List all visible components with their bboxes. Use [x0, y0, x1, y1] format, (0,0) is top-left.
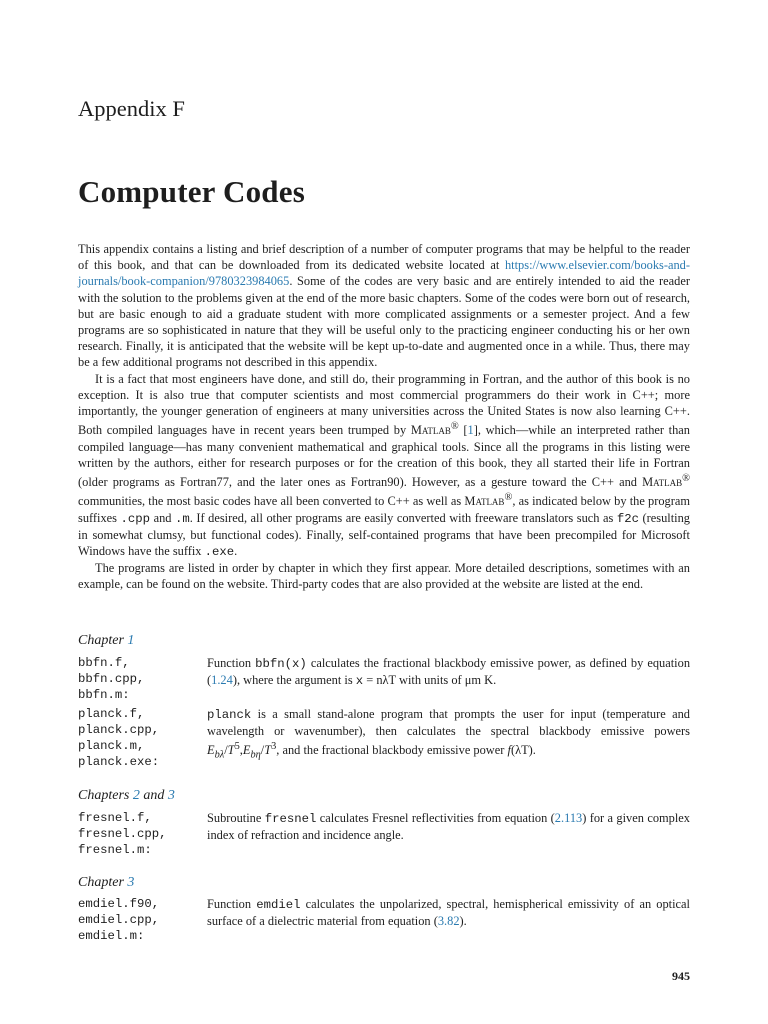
file-name: emdiel.cpp,: [78, 913, 160, 927]
file-name: planck.cpp,: [78, 723, 160, 737]
equation-link[interactable]: 3.82: [437, 914, 460, 928]
chapter-link[interactable]: 3: [167, 788, 175, 803]
file-name: fresnel.f,: [78, 811, 152, 825]
code-entry-planck: [78, 706, 690, 770]
code-description: Function emdiel calculates the unpolarized, spectral, hemispherical emissivity of an optical surface of a dielectric material from equation (3.82).: [207, 897, 690, 928]
code-description: Subroutine fresnel calculates Fresnel reflectivities from equation (2.113) for a given complex index of refraction and incidence angle.: [207, 811, 690, 842]
file-name: planck.m,: [78, 739, 145, 753]
chapter-link[interactable]: 1: [127, 633, 135, 648]
reference-link[interactable]: 1: [467, 423, 474, 438]
file-name: emdiel.m:: [78, 929, 145, 943]
code-description: planck is a small stand-alone program that prompts the user for input (temperature and wavelength or wavenumber), then calculates the spectral blackbody emissive powers $E_{b\lambda}/T^5,E_{b\eta}/T^3$, and the fractional blackbody emissive power f(λT).: [207, 707, 690, 761]
equation-link[interactable]: 2.113: [554, 811, 583, 825]
file-name: planck.f,: [78, 707, 145, 721]
file-name: bbfn.f,: [78, 656, 130, 670]
equation-link[interactable]: 1.24: [211, 673, 233, 687]
chapter-title: Computer Codes: [78, 174, 305, 209]
intro-paragraph-2: It is a fact that most engineers have done, and still do, their programming in Fortran, and the author of this book is no exception. It is also true that computer scientists and most commercial programmers do their work in C++; more importantly, the younger generation of engineers at many universities across the United States is now also learning C++. Both compiled languages have in recent years been trumped by Matlab® [1], which—while an interpreted rather than compiled language—has many convenient mathematical and graphical tools. Since all the programs in this listing were written by the authors, either for research purposes or for the creation of this book, they all started their life in Fortran (older programs as Fortran77, and the later ones as Fortran90). However, as a gesture toward the C++ and Matlab® communities, the most basic codes have all been converted to C++ as well as Matlab®, as indicated below by the program suffixes .cpp and .m. If desired, all other programs are easily converted with freeware translators such as f2c (resulting in somewhat clumsy, but functional codes). Finally, self-contained programs that have been precompiled for Microsoft Windows have the suffix .exe.: [78, 371, 691, 560]
file-name: fresnel.m:: [78, 843, 152, 857]
page-number: 945: [672, 969, 690, 983]
appendix-label: Appendix F: [78, 96, 185, 121]
file-list: [78, 810, 207, 858]
file-list: [78, 896, 207, 944]
code-description: Function bbfn(x) calculates the fractional blackbody emissive power, as defined by equation (1.24), where the argument is x = nλT with units of μm K.: [207, 656, 691, 688]
code-entry-fresnel: [78, 810, 690, 858]
file-name: emdiel.f90,: [78, 897, 160, 911]
section-heading-chapter-3: Chapter 3: [78, 875, 135, 890]
code-entry-emdiel: [78, 896, 690, 944]
file-list: [78, 655, 207, 703]
file-name: bbfn.m:: [78, 688, 130, 702]
file-name: planck.exe:: [78, 755, 160, 769]
section-heading-chapters-2-3: Chapters 2 and 3: [78, 788, 175, 803]
intro-text: [78, 241, 690, 593]
chapter-link[interactable]: 3: [127, 875, 135, 890]
file-name: bbfn.cpp,: [78, 672, 145, 686]
companion-website-link[interactable]: https://www.elsevier.com/books-and-journals/book-companion/9780323984065: [78, 258, 690, 289]
intro-paragraph-3: The programs are listed in order by chapter in which they first appear. More detailed descriptions, sometimes with an example, can be found on the website. Third-party codes that are also provided at the website are listed at the end.: [78, 561, 690, 592]
code-entry-bbfn: [78, 655, 690, 703]
file-list: [78, 706, 207, 770]
file-name: fresnel.cpp,: [78, 827, 167, 841]
intro-paragraph-1: This appendix contains a listing and brief description of a number of computer programs that may be helpful to the reader of this book, and that can be downloaded from its dedicated website located at https://www.elsevier.com/books-and-journals/book-companion/9780323984065. Some of the codes are very basic and are entirely intended to aid the reader with the solution to the problems given at the end of the more basic chapters. Some of the codes were born out of research, but are basic enough to aid a graduate student with more complicated assignments or a semester project. And a few programs are so sophisticated in nature that they will be useful only to the practicing engineer conducting his or her own research. Finally, it is anticipated that the website will be kept up-to-date and augmented once in a while. Thus, there may be a few additional programs not described in this appendix.: [78, 242, 690, 370]
chapter-link[interactable]: 2: [132, 788, 140, 803]
section-heading-chapter-1: Chapter 1: [78, 633, 135, 648]
